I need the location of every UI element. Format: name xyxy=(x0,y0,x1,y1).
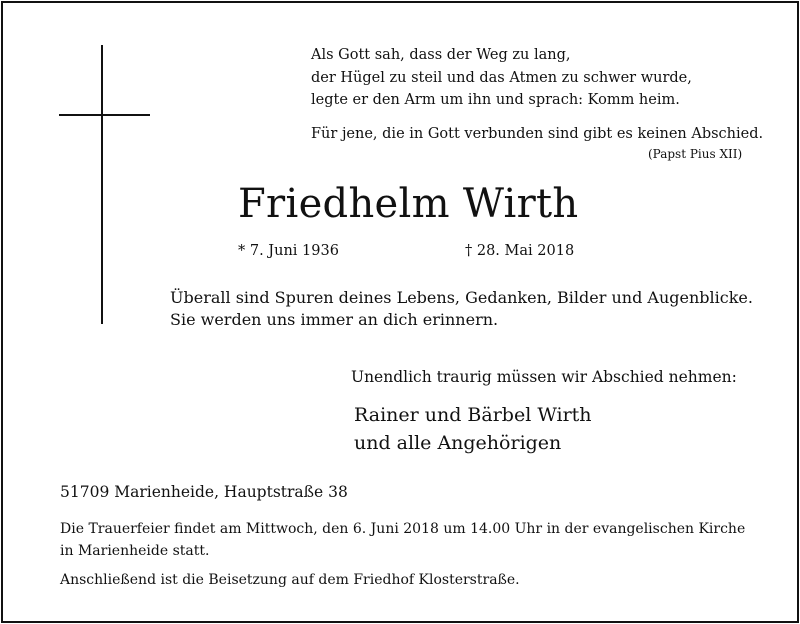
cross-icon-crossbar xyxy=(59,114,150,116)
deceased-name: Friedhelm Wirth xyxy=(238,181,579,227)
memory-line: Sie werden uns immer an dich erinnern. xyxy=(170,310,499,329)
memory-text xyxy=(170,287,753,331)
ceremony-line: Die Trauerfeier findet am Mittwoch, den 6. Juni 2018 um 14.00 Uhr in der evangelischen Kirche xyxy=(60,521,746,537)
poem-line: legte er den Arm um ihn und sprach: Komm heim. xyxy=(311,92,680,108)
memory-line: Überall sind Spuren deines Lebens, Gedanken, Bilder und Augenblicke. xyxy=(170,288,753,307)
mourning-intro: Unendlich traurig müssen wir Abschied nehmen: xyxy=(351,368,737,386)
mourner-name: und alle Angehörigen xyxy=(354,432,562,454)
poem xyxy=(311,44,692,112)
poem-line: der Hügel zu steil und das Atmen zu schwer wurde, xyxy=(311,69,692,86)
death-date: † 28. Mai 2018 xyxy=(465,243,575,259)
ceremony-info xyxy=(60,518,760,562)
mourner-name: Rainer und Bärbel Wirth xyxy=(354,404,592,426)
mourner-names xyxy=(354,401,592,457)
poem-line: Als Gott sah, dass der Weg zu lang, xyxy=(311,47,571,63)
cross-icon xyxy=(101,45,103,324)
quote-source: (Papst Pius XII) xyxy=(648,147,743,161)
family-address: 51709 Marienheide, Hauptstraße 38 xyxy=(60,483,348,501)
burial-info: Anschließend ist die Beisetzung auf dem Friedhof Klosterstraße. xyxy=(60,572,520,588)
ceremony-line: in Marienheide statt. xyxy=(60,543,210,559)
birth-date: * 7. Juni 1936 xyxy=(238,243,339,259)
faith-quote: Für jene, die in Gott verbunden sind gibt es keinen Abschied. xyxy=(311,126,764,142)
